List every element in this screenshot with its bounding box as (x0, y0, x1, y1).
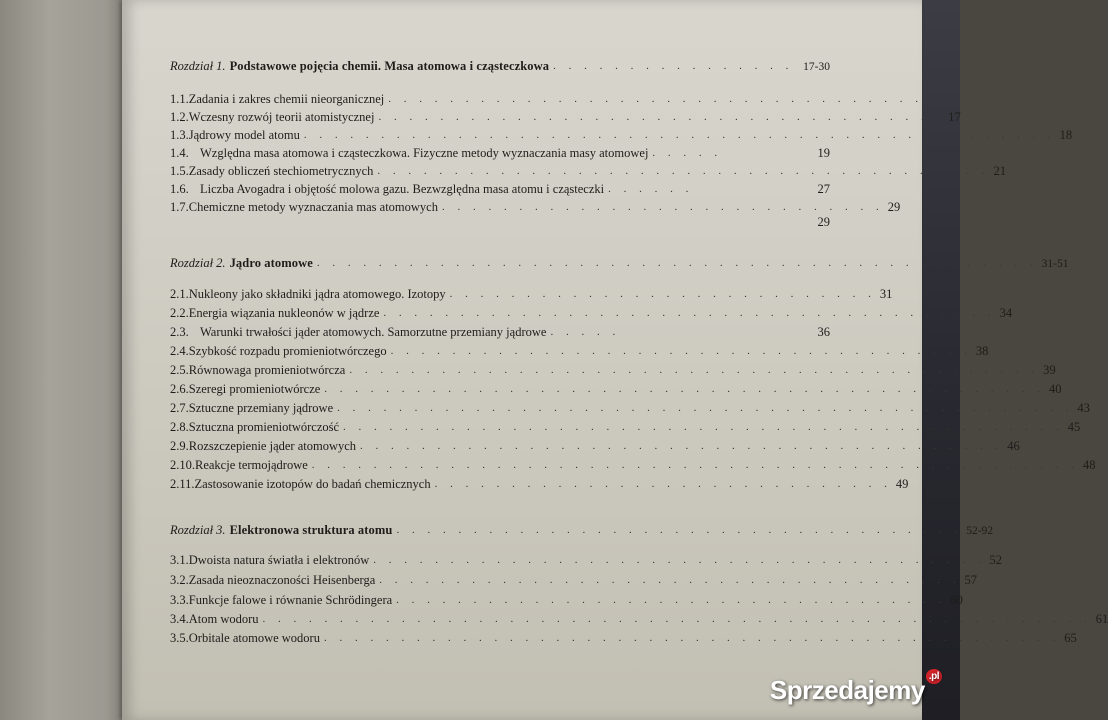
toc-entry: 2.8. Sztuczna promieniotwórczość . . . . . . . . . . . . . . . . . . . . . . . . . . . . . . . . . . . . . . . . . . . . . . . 45 (170, 420, 1081, 434)
chapter-title: Podstawowe pojęcia chemii. Masa atomowa i cząsteczkowa (229, 59, 550, 73)
section-number: 3.1. (170, 553, 189, 567)
toc-entry: 3.4. Atom wodoru . . . . . . . . . . . . . . . . . . . . . . . . . . . . . . . . . . . . . . . . . . . . . . . . . . . . . . 61 (170, 612, 1108, 626)
section-page: 43 (1077, 401, 1090, 415)
toc-entry: 3.1. Dwoista natura światła i elektronów . . . . . . . . . . . . . . . . . . . . . . . . . . . . . . . . . . . . . . . . 52 (170, 553, 1003, 567)
toc-entry: 2.1. Nukleony jako składniki jądra atomowego. Izotopy . . . . . . . . . . . . . . . . . . . . . . . . . . . . 31 (170, 287, 893, 301)
section-number: 1.1. (170, 92, 189, 106)
section-page: 65 (1064, 631, 1077, 645)
chapter-label: Rozdział 1. (170, 59, 226, 73)
section-number: 2.7. (170, 401, 189, 415)
section-title: Sztuczna promieniotwórczość (188, 420, 340, 434)
section-title: Sztuczne przemiany jądrowe (188, 401, 334, 415)
section-number: 2.1. (170, 287, 189, 301)
section-title: Zasada nieoznaczoności Heisenberga (188, 573, 376, 587)
toc-entry: 2.2. Energia wiązania nukleonów w jądrze . . . . . . . . . . . . . . . . . . . . . . . . . . . . . . . . . . . . . . . . 34 (170, 306, 1013, 320)
section-title: Warunki trwałości jąder atomowych. Samorzutne przemiany jądrowe (200, 325, 547, 339)
section-title: Rozszczepienie jąder atomowych (188, 439, 357, 453)
section-number: 3.2. (170, 573, 189, 587)
chapter-title: Jądro atomowe (229, 256, 313, 270)
toc-entry: 3.2. Zasada nieoznaczoności Heisenberga . . . . . . . . . . . . . . . . . . . . . . . . . . . . . . . . . . . . . . 57 (170, 573, 977, 587)
watermark-brand: Sprzedajemy (769, 675, 925, 705)
section-number: 2.11. (170, 477, 195, 491)
section-page: 48 (1083, 458, 1096, 472)
section-title: Dwoista natura światła i elektronów (188, 553, 370, 567)
section-number: 3.4. (170, 612, 189, 626)
watermark-logo (769, 671, 942, 706)
section-number: 2.2. (170, 306, 189, 320)
section-page: 52 (989, 553, 1003, 567)
toc-entry: 2.9. Rozszczepienie jąder atomowych . . . . . . . . . . . . . . . . . . . . . . . . . . . . . . . . . . . . . . . . . . 46 (170, 439, 1020, 453)
section-number: 1.4. (170, 146, 189, 160)
section-title: Szybkość rozpadu promieniotwórczego (188, 344, 387, 358)
section-number: 1.7. (170, 200, 189, 214)
section-title: Zadania i zakres chemii nieorganicznej (188, 92, 385, 106)
section-title: Nukleony jako składniki jądra atomowego. Izotopy (188, 287, 446, 301)
section-page: 17 (948, 110, 961, 124)
chapter-label: Rozdział 3. (170, 523, 226, 537)
toc-entry: 1.5. Zasady obliczeń stechiometrycznych . . . . . . . . . . . . . . . . . . . . . . . . . . . . . . . . . . . . . . . . 21 (170, 164, 1007, 178)
section-page: 36 (817, 325, 830, 339)
left-page-edge (0, 0, 125, 720)
section-page: 49 (895, 477, 909, 491)
section-number: 3.5. (170, 631, 189, 645)
section-number: 2.5. (170, 363, 189, 377)
chapter-label: Rozdział 2. (170, 256, 226, 270)
toc-trailing-page (170, 214, 830, 230)
section-number: 1.3. (170, 128, 189, 142)
section-number: 1.2. (170, 110, 189, 124)
section-title: Zasady obliczeń stechiometrycznych (188, 164, 374, 178)
section-title: Liczba Avogadra i objętość molowa gazu. Bezwzględna masa atomu i cząsteczki (200, 182, 605, 196)
toc-entry: 1.3. Jądrowy model atomu . . . . . . . . . . . . . . . . . . . . . . . . . . . . . . . . . . . . . . . . . . . . . . . . . 18 (170, 128, 1073, 142)
chapter-pages: 52-92 (966, 525, 994, 537)
section-page: 57 (964, 573, 977, 587)
toc-entry: 3.5. Orbitale atomowe wodoru . . . . . . . . . . . . . . . . . . . . . . . . . . . . . . . . . . . . . . . . . . . . . . . . 65 (170, 631, 1077, 645)
section-page: 31 (879, 287, 893, 301)
section-number: 2.6. (170, 382, 189, 396)
section-number: 2.8. (170, 420, 189, 434)
toc-entry: 3.3. Funkcje falowe i równanie Schrödingera . . . . . . . . . . . . . . . . . . . . . . . . . . . . . . . . . . . . 60 (170, 593, 963, 607)
section-title: Chemiczne metody wyznaczania mas atomowych (188, 200, 438, 214)
toc-entry: 2.5. Równowaga promieniotwórcza . . . . . . . . . . . . . . . . . . . . . . . . . . . . . . . . . . . . . . . . . . . . . 39 (170, 363, 1056, 377)
section-title: Szeregi promieniotwórcze (188, 382, 321, 396)
section-page: 29 (887, 200, 901, 214)
toc-entry: 1.4. Względna masa atomowa i cząsteczkowa. Fizyczne metody wyznaczania masy atomowej . . . . . 19 (170, 146, 830, 160)
section-number: 1.6. (170, 182, 189, 196)
section-title: Reakcje termojądrowe (195, 458, 308, 472)
toc-entry: 1.7. Chemiczne metody wyznaczania mas atomowych . . . . . . . . . . . . . . . . . . . . . . . . . . . . . 29 (170, 200, 901, 214)
section-title: Względna masa atomowa i cząsteczkowa. Fizyczne metody wyznaczania masy atomowej (200, 146, 649, 160)
section-page: 60 (950, 593, 963, 607)
section-number: 3.3. (170, 593, 189, 607)
section-title: Wczesny rozwój teorii atomistycznej (188, 110, 375, 124)
section-number: 1.5. (170, 164, 189, 178)
chapter-pages: 31-51 (1041, 258, 1069, 270)
section-page: 45 (1067, 420, 1081, 434)
section-number: 2.3. (170, 325, 189, 339)
section-page: 21 (993, 164, 1007, 178)
chapter-2-heading: Rozdział 2. Jądro atomowe . . . . . . . . . . . . . . . . . . . . . . . . . . . . . . . . . . . . . . . . . . . . . . . 31-51 (170, 256, 1069, 270)
watermark-suffix: .pl (926, 669, 942, 684)
toc-entry: 2.4. Szybkość rozpadu promieniotwórczego . . . . . . . . . . . . . . . . . . . . . . . . . . . . . . . . . . . . . . 38 (170, 344, 989, 358)
section-page: 18 (1059, 128, 1073, 142)
chapter-pages: 17-30 (803, 61, 830, 73)
section-title: Funkcje falowe i równanie Schrödingera (188, 593, 393, 607)
toc-entry: 1.1. Zadania i zakres chemii nieorganicznej . . . . . . . . . . . . . . . . . . . . . . . . . . . . . . . . . . . . (170, 92, 939, 106)
toc-entry: 2.6. Szeregi promieniotwórcze . . . . . . . . . . . . . . . . . . . . . . . . . . . . . . . . . . . . . . . . . . . . . . . 40 (170, 382, 1062, 396)
section-page: 19 (817, 146, 830, 160)
chapter-1-heading: Rozdział 1. Podstawowe pojęcia chemii. Masa atomowa i cząsteczkowa . . . . . . . . . . . . . . . . 17-30 (170, 59, 830, 73)
section-title: Jądrowy model atomu (188, 128, 300, 142)
toc-entry: 2.11. Zastosowanie izotopów do badań chemicznych . . . . . . . . . . . . . . . . . . . . . . . . . . . . . . 49 (170, 477, 909, 491)
section-title: Orbitale atomowe wodoru (188, 631, 320, 645)
toc-entry: 2.10. Reakcje termojądrowe . . . . . . . . . . . . . . . . . . . . . . . . . . . . . . . . . . . . . . . . . . . . . . . . . . 48 (170, 458, 1096, 472)
section-page: 38 (975, 344, 989, 358)
toc-entry: 2.3. Warunki trwałości jąder atomowych. Samorzutne przemiany jądrowe . . . . . 36 (170, 325, 830, 339)
toc-entry: 2.7. Sztuczne przemiany jądrowe . . . . . . . . . . . . . . . . . . . . . . . . . . . . . . . . . . . . . . . . . . . . . . . . 43 (170, 401, 1090, 415)
section-page: 34 (999, 306, 1013, 320)
section-number: 2.10. (170, 458, 195, 472)
section-number: 2.9. (170, 439, 189, 453)
toc-entry: 1.6. Liczba Avogadra i objętość molowa gazu. Bezwzględna masa atomu i cząsteczki . . . . . . 27 (170, 182, 830, 196)
section-page: 29 (817, 215, 830, 229)
section-title: Energia wiązania nukleonów w jądrze (188, 306, 380, 320)
section-page: 27 (817, 182, 830, 196)
chapter-title: Elektronowa struktura atomu (229, 523, 393, 537)
section-page: 40 (1049, 382, 1062, 396)
section-number: 2.4. (170, 344, 189, 358)
section-page: 61 (1095, 612, 1108, 626)
section-page: 39 (1043, 363, 1056, 377)
section-title: Równowaga promieniotwórcza (188, 363, 346, 377)
section-page: 46 (1007, 439, 1020, 453)
toc-entry: 1.2. Wczesny rozwój teorii atomistycznej . . . . . . . . . . . . . . . . . . . . . . . . . . . . . . . . . . . . . 17 (170, 110, 961, 124)
chapter-3-heading: Rozdział 3. Elektronowa struktura atomu . . . . . . . . . . . . . . . . . . . . . . . . . . . . . . . . . . . . . 52-92 (170, 523, 994, 537)
section-title: Atom wodoru (188, 612, 259, 626)
section-title: Zastosowanie izotopów do badań chemicznych (194, 477, 431, 491)
